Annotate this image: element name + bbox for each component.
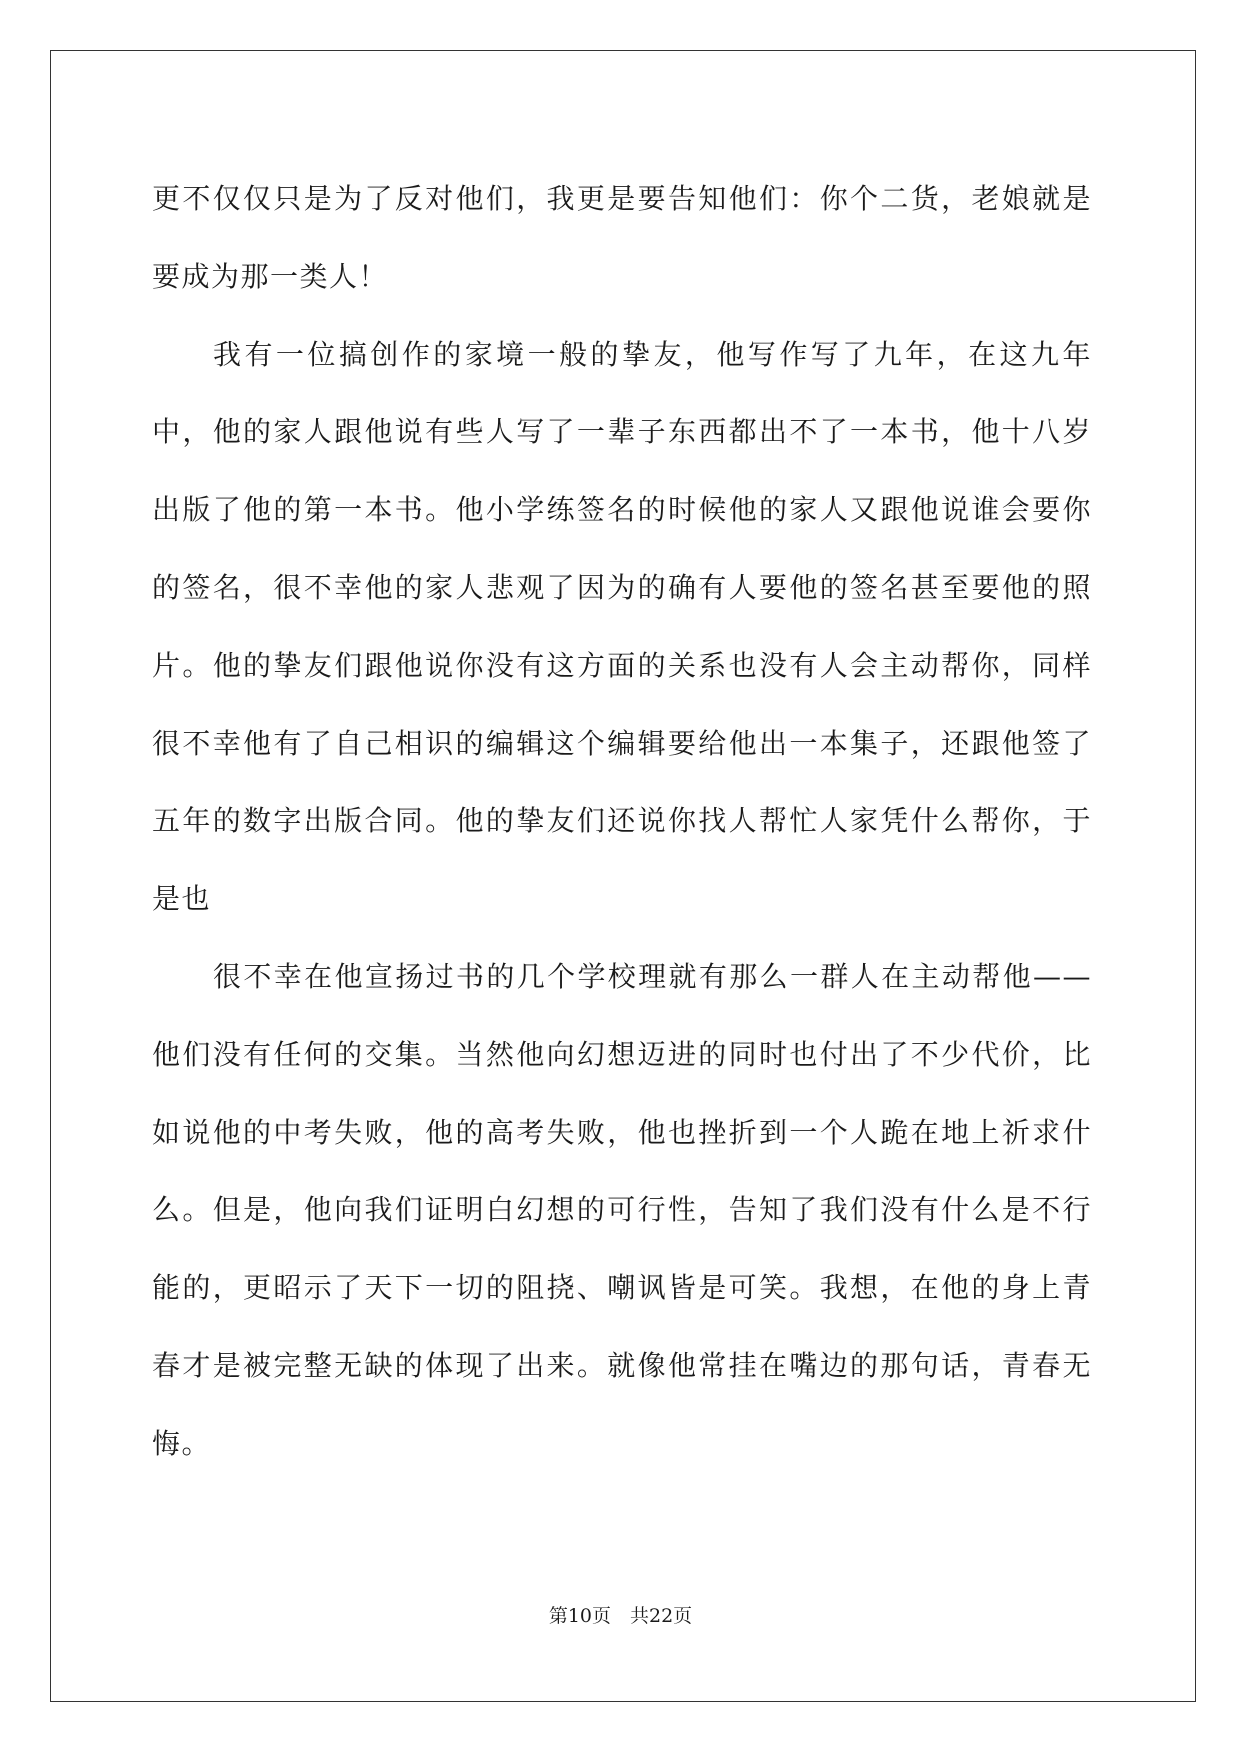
paragraph-3: 很不幸在他宣扬过书的几个学校理就有那么一群人在主动帮他——他们没有任何的交集。当然他向幻想迈进的同时也付出了不少代价，比如说他的中考失败，他的高考失败，他也挫折到一个人跪在地上祈求什么。但是，他向我们证明白幻想的可行性，告知了我们没有什么是不行能的，更昭示了天下一切的阻挠、嘲讽皆是可笑。我想，在他的身上青春才是被完整无缺的体现了出来。就像他常挂在嘴边的那句话，青春无悔。 — [152, 959, 1092, 1460]
paragraph-1: 更不仅仅只是为了反对他们，我更是要告知他们：你个二货，老娘就是要成为那一类人！ — [152, 182, 1092, 293]
document-body — [152, 160, 1092, 1483]
paragraph-2: 我有一位搞创作的家境一般的挚友，他写作写了九年，在这九年中，他的家人跟他说有些人写了一辈子东西都出不了一本书，他十八岁出版了他的第一本书。他小学练签名的时候他的家人又跟他说谁会要你的签名，很不幸他的家人悲观了因为的确有人要他的签名甚至要他的照片。他的挚友们跟他说你没有这方面的关系也没有人会主动帮你，同样很不幸他有了自己相识的编辑这个编辑要给他出一本集子，还跟他签了五年的数字出版合同。他的挚友们还说你找人帮忙人家凭什么帮你，于是也 — [152, 337, 1092, 916]
page-number-footer: 第10页 共22页 — [548, 1605, 693, 1627]
